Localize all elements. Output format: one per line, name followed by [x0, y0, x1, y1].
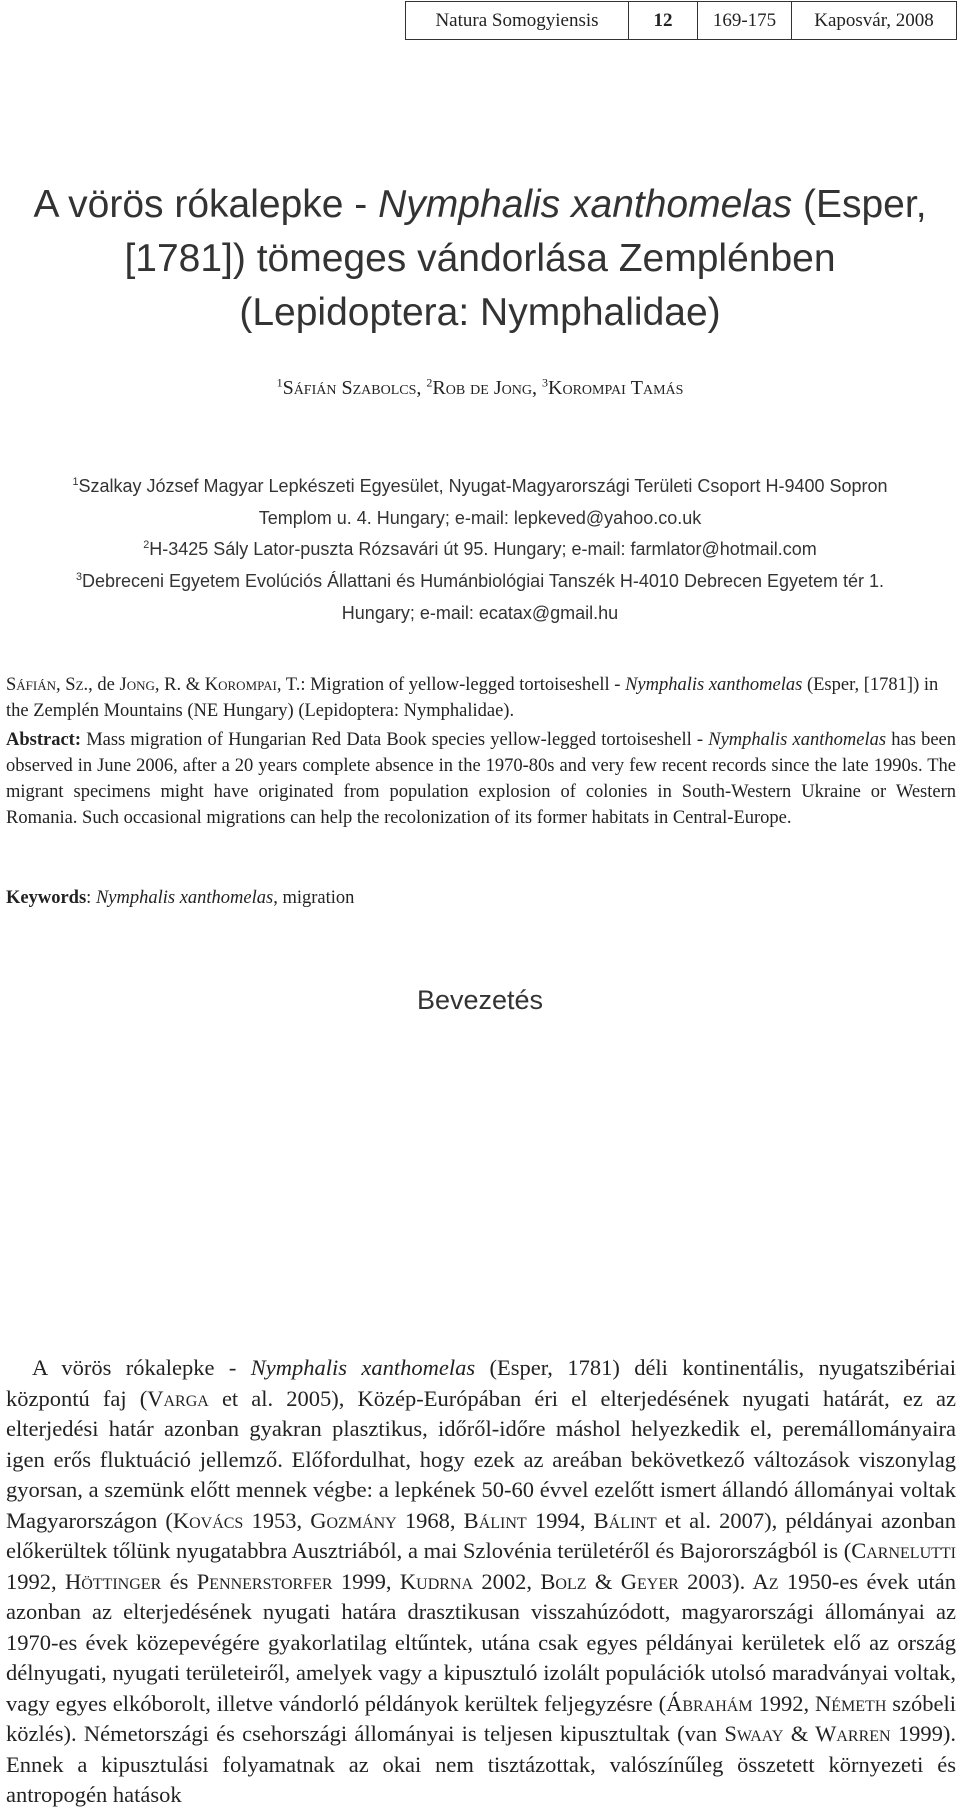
author3-given-initial: T [630, 377, 643, 399]
abstract [6, 727, 956, 831]
author3-given: amás [642, 377, 684, 399]
intro-text: 1994, [526, 1507, 594, 1533]
affiliation-1-line-1 [0, 476, 960, 497]
author-separator: , [416, 377, 427, 399]
author1-initial: S [282, 377, 294, 399]
ref-name: ennerstorfer [209, 1568, 333, 1594]
abstract-text: has been observed in June 2006, after a 20 years complete absence in the 1970-80s and very few recent records since the late 1990s. The migrant specimens might have originated from population explosion of colonies in South-Western Ukraine or Western Romania. Such occasional migrations can help the recolonization of its former habitats in Central-Europe. [6, 730, 956, 828]
cite-name: ong [126, 675, 155, 695]
ref-initial: N [815, 1690, 832, 1716]
ref-initial: S [724, 1721, 737, 1746]
ref-initial: K [399, 1568, 417, 1594]
ref-name: émeth [831, 1690, 887, 1716]
affiliation-text: Szalkay József Magyar Lepkészeti Egyesület, Nyugat-Magyarországi Területi Csoport H-9400 Sopron [78, 476, 888, 496]
author1-surname: áfián [293, 377, 342, 399]
ref-name: waay [736, 1721, 784, 1746]
affiliation-1-line-2: Templom u. 4. Hungary; e-mail: lepkeved@yahoo.co.uk [258, 508, 702, 528]
intro-text: & [783, 1721, 816, 1746]
cite-text: (Esper, [1781]) in the Zemplén Mountains (NE Hungary) (Lepidoptera: Nymphalidae). [6, 675, 939, 721]
affiliation-2 [0, 539, 960, 560]
cite-sep: , R. & [154, 675, 205, 695]
author3-index: 3 [542, 375, 548, 390]
ref-name: brahám [682, 1690, 753, 1716]
cite-letter: , S [56, 675, 76, 695]
cite-sep: ., de [83, 675, 120, 695]
abstract-label: Abstract: [6, 730, 82, 750]
intro-text: 1992, [752, 1690, 816, 1716]
title-part1: A vörös rókalepke - [33, 183, 379, 226]
ref-initial: C [851, 1538, 867, 1563]
title-species: Nymphalis xanthomelas [378, 183, 793, 226]
abstract-text: Mass migration of Hungarian Red Data Book species yellow-legged tortoiseshell - [81, 730, 709, 750]
intro-text: és [161, 1568, 197, 1594]
ref-name: ozmány [326, 1507, 397, 1533]
cite-letter: K [204, 675, 219, 695]
ref-initial: B [593, 1507, 609, 1533]
affiliation-index: 3 [75, 571, 82, 583]
cite-name: áfián [16, 675, 57, 695]
intro-text: szóbeli közlés). Németországi és csehországi állományai is teljesen kipusztultak (van [6, 1690, 957, 1746]
journal-place-year: Kaposvár, 2008 [814, 9, 934, 31]
abstract-species: Nymphalis xanthomelas [708, 730, 887, 750]
author1-given-initial: S [341, 377, 353, 399]
intro-paragraph [6, 1353, 956, 1811]
ref-initial: H [65, 1568, 82, 1594]
author3-surname: orompai [562, 377, 631, 399]
ref-initial: B [540, 1568, 556, 1594]
paper-title [0, 178, 960, 340]
cite-letter: S [6, 675, 17, 695]
ref-name: arga [163, 1385, 209, 1411]
intro-species: Nymphalis xanthomelas [250, 1355, 476, 1380]
author3-initial: K [548, 377, 563, 399]
ref-initial: B [463, 1507, 479, 1533]
author2-surname: ong [501, 377, 532, 399]
title-line2: [1781]) tömeges vándorlása Zemplénben [124, 237, 836, 280]
ref-name: eyer [637, 1568, 679, 1594]
ref-initial: V [147, 1385, 164, 1411]
keywords-colon: : [86, 888, 96, 908]
affiliation-text: Debreceni Egyetem Evolúciós Állattani és Humánbiológiai Tanszék H-4010 Debrecen Egyetem tér 1. [81, 571, 885, 591]
author2-given: ob de [445, 377, 494, 399]
intro-text: et al. 2007), példányai azonban előkerültek tőlünk nyugatabbra Ausztriából, a mai Szlovénia területéről és Bajorországból is ( [6, 1507, 957, 1563]
keywords-label: Keywords [6, 888, 87, 908]
author2-index: 2 [426, 375, 433, 390]
affiliation-index: 2 [143, 539, 150, 551]
intro-text: 1950-es évek után azonban az elterjedésének nyugati határa drasztikusan visszahúzódott, magyarországi állományai az 1970-es évek közepevégére gyakorlatilag eltűntek, utána csak egyes példányai kerületek elő az ország délnyugati, nyugati területeiről, amelyek vagy a kipusztuló izolált populációk utolsó maradványai voltak, vagy egyes elkóborolt, illetve vándorló példányok kerültek feljegyzésre ( [6, 1568, 957, 1716]
journal-volume: 12 [629, 2, 698, 39]
intro-text: 1999). Ennek a kipusztulási folyamatnak az okai nem tisztázottak, valószínűleg összetett környezeti és antropogén hatások [6, 1721, 956, 1807]
author1-given: zabolcs [352, 377, 417, 399]
ref-name: arren [836, 1721, 891, 1746]
ref-initial: A [752, 1568, 769, 1594]
keywords-rest: , migration [273, 888, 355, 908]
ref-name: arnelutti [866, 1538, 956, 1563]
cite-name: orompai [218, 675, 277, 695]
intro-text: et al. 2005), Közép-Európában éri el elterjedésének nyugati határát, ez az elterjedési határ azonban gyakran plasztikus, időről-időre máshol helyezkedik el, peremállományaira igen erős fluktuáció jellemző. Előfordulhat, hogy ezek az areában bekövetkező változások viszonylag gyorsan, a szemünk előtt mennek végbe: a lepkének 50-60 évvel ezelőtt ismert állandó állományai voltak Magyarországon ( [6, 1385, 956, 1533]
intro-text: (Esper, 1781) déli kontinentális, nyugatszibériai központú faj ( [6, 1355, 957, 1411]
citation [6, 672, 956, 724]
ref-initial: G [620, 1568, 638, 1594]
author-separator: , [532, 377, 542, 399]
intro-text: & [586, 1568, 621, 1594]
journal-pages: 169-175 [698, 2, 792, 39]
cite-name: z [75, 675, 84, 695]
affiliation-text: H-3425 Sály Lator-puszta Rózsavári út 95. Hungary; e-mail: farmlator@hotmail.com [149, 539, 817, 559]
author1-index: 1 [276, 375, 283, 390]
intro-text: 2003). [678, 1568, 753, 1594]
affiliation-3-line-2: Hungary; e-mail: ecatax@gmail.hu [341, 603, 619, 623]
affiliation-index: 1 [72, 476, 79, 488]
ref-name: olz [555, 1568, 587, 1594]
ref-name: z [768, 1568, 779, 1594]
intro-text: A vörös rókalepke - [32, 1355, 251, 1380]
intro-text: 1999, [332, 1568, 400, 1594]
ref-initial: P [196, 1568, 210, 1594]
ref-name: álint [478, 1507, 527, 1533]
cite-sep: , T. [276, 675, 301, 695]
title-line3: (Lepidoptera: Nymphalidae) [239, 291, 721, 334]
keywords-species: Nymphalis xanthomelas [95, 888, 274, 908]
ref-initial: K [172, 1507, 190, 1533]
section-heading: Bevezetés [416, 985, 544, 1015]
intro-text: 1953, [243, 1507, 311, 1533]
ref-name: álint [608, 1507, 657, 1533]
journal-header [405, 1, 957, 40]
keywords [6, 888, 354, 909]
cite-letter: J [119, 675, 127, 695]
affiliation-3-line-1 [0, 571, 960, 592]
cite-species: Nymphalis xanthomelas [625, 675, 803, 695]
ref-name: udrna [416, 1568, 474, 1594]
title-part2: (Esper, [792, 183, 927, 226]
author2-initial: R [432, 377, 446, 399]
journal-name: Natura Somogyiensis [406, 2, 629, 39]
ref-initial: W [815, 1721, 837, 1746]
intro-text: 1992, [6, 1568, 65, 1594]
cite-text: : Migration of yellow-legged tortoiseshell - [300, 675, 626, 695]
ref-initial: Á [666, 1690, 683, 1716]
intro-text: 1968, [396, 1507, 464, 1533]
ref-initial: G [310, 1507, 327, 1533]
ref-name: öttinger [81, 1568, 162, 1594]
ref-name: ovács [189, 1507, 244, 1533]
author2-surname-initial: J [493, 377, 502, 399]
author-list [0, 377, 960, 400]
intro-text: 2002, [473, 1568, 541, 1594]
